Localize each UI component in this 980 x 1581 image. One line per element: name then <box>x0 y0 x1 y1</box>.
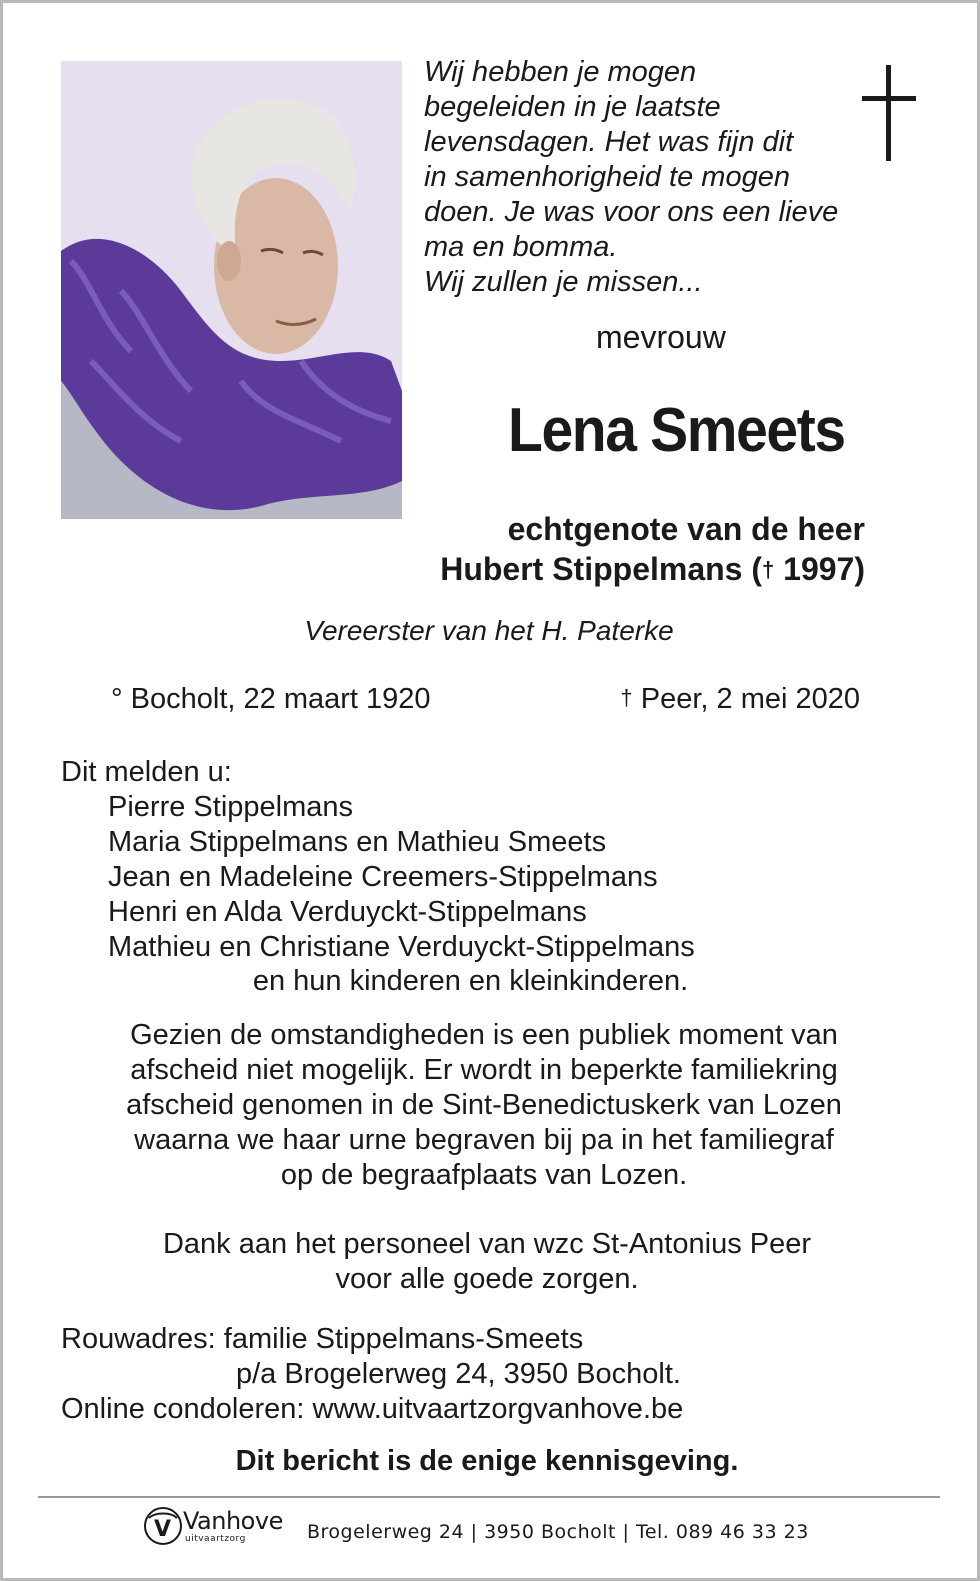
logo-subtitle: uitvaartzorg <box>185 1534 246 1544</box>
poem-line: Wij hebben je mogen <box>424 56 697 88</box>
list-item: Henri en Alda Verduyckt-Stippelmans <box>108 896 587 928</box>
list-item: Pierre Stippelmans <box>108 791 353 823</box>
thanks-line: voor alle goede zorgen. <box>335 1263 639 1295</box>
funeral-notice <box>3 1018 965 1193</box>
notice-line: op de begraafplaats van Lozen. <box>280 1159 688 1191</box>
spouse-line-2 <box>3 549 865 590</box>
cross-icon <box>860 65 918 161</box>
list-item: Maria Stippelmans en Mathieu Smeets <box>108 826 607 858</box>
list-item: Jean en Madeleine Creemers-Stippelmans <box>108 861 658 893</box>
list-item: Mathieu en Christiane Verduyckt-Stippelmans <box>108 931 695 963</box>
vanhove-logo-icon <box>143 1506 185 1546</box>
birth-symbol: ° <box>111 683 123 715</box>
family-list <box>108 790 695 965</box>
notice-line: Gezien de omstandigheden is een publiek moment van <box>130 1019 838 1051</box>
logo-letter: V <box>154 1517 172 1542</box>
spouse-name: Hubert Stippelmans ( <box>440 551 763 587</box>
honorific: Vereerster van het H. Paterke <box>304 615 674 646</box>
memorial-poem <box>424 55 874 300</box>
final-note: Dit bericht is de enige kennisgeving. <box>235 1445 739 1477</box>
thanks-line: Dank aan het personeel van wzc St-Antonius Peer <box>162 1228 812 1260</box>
birth-place-date: Bocholt, 22 maart 1920 <box>130 683 431 715</box>
dagger-icon: † <box>620 685 633 710</box>
death-info <box>620 683 860 716</box>
online-condolence: Online condoleren: www.uitvaartzorgvanhove.be <box>61 1393 684 1425</box>
notice-line: waarna we haar urne begraven bij pa in het familiegraf <box>134 1124 834 1156</box>
deceased-name: Lena Smeets <box>508 396 845 465</box>
portrait-photo <box>61 61 402 519</box>
poem-line: levensdagen. Het was fijn dit <box>424 126 794 158</box>
death-place-date: Peer, 2 mei 2020 <box>640 683 860 715</box>
spouse-line-1: echtgenote van de heer <box>507 511 865 547</box>
portrait-illustration <box>61 61 402 519</box>
announcement-heading: Dit melden u: <box>61 756 232 788</box>
poem-line: doen. Je was voor ons een lieve <box>424 196 839 228</box>
notice-line: afscheid niet mogelijk. Er wordt in beperkte familiekring <box>130 1054 838 1086</box>
dagger-icon: † <box>762 557 775 582</box>
mourning-address-line-1: Rouwadres: familie Stippelmans-Smeets <box>61 1323 584 1355</box>
deceased-title: mevrouw <box>596 319 726 355</box>
spouse-info <box>3 509 865 590</box>
thanks-note <box>3 1227 971 1297</box>
mourning-address-line-2: p/a Brogelerweg 24, 3950 Bocholt. <box>236 1358 681 1390</box>
birth-info <box>111 683 431 716</box>
notice-line: afscheid genomen in de Sint-Benedictuskerk van Lozen <box>126 1089 842 1121</box>
logo-name: Vanhove <box>183 1507 283 1535</box>
footer-divider <box>38 1496 940 1498</box>
family-tail: en hun kinderen en kleinkinderen. <box>252 965 689 997</box>
footer-contact: Brogelerweg 24 | 3950 Bocholt | Tel. 089 46 33 23 <box>307 1521 809 1543</box>
poem-line: in samenhorigheid te mogen <box>424 161 790 193</box>
poem-line: Wij zullen je missen... <box>424 266 703 298</box>
spouse-death-year: 1997) <box>774 551 865 587</box>
poem-line: ma en bomma. <box>424 231 618 263</box>
poem-line: begeleiden in je laatste <box>424 91 721 123</box>
